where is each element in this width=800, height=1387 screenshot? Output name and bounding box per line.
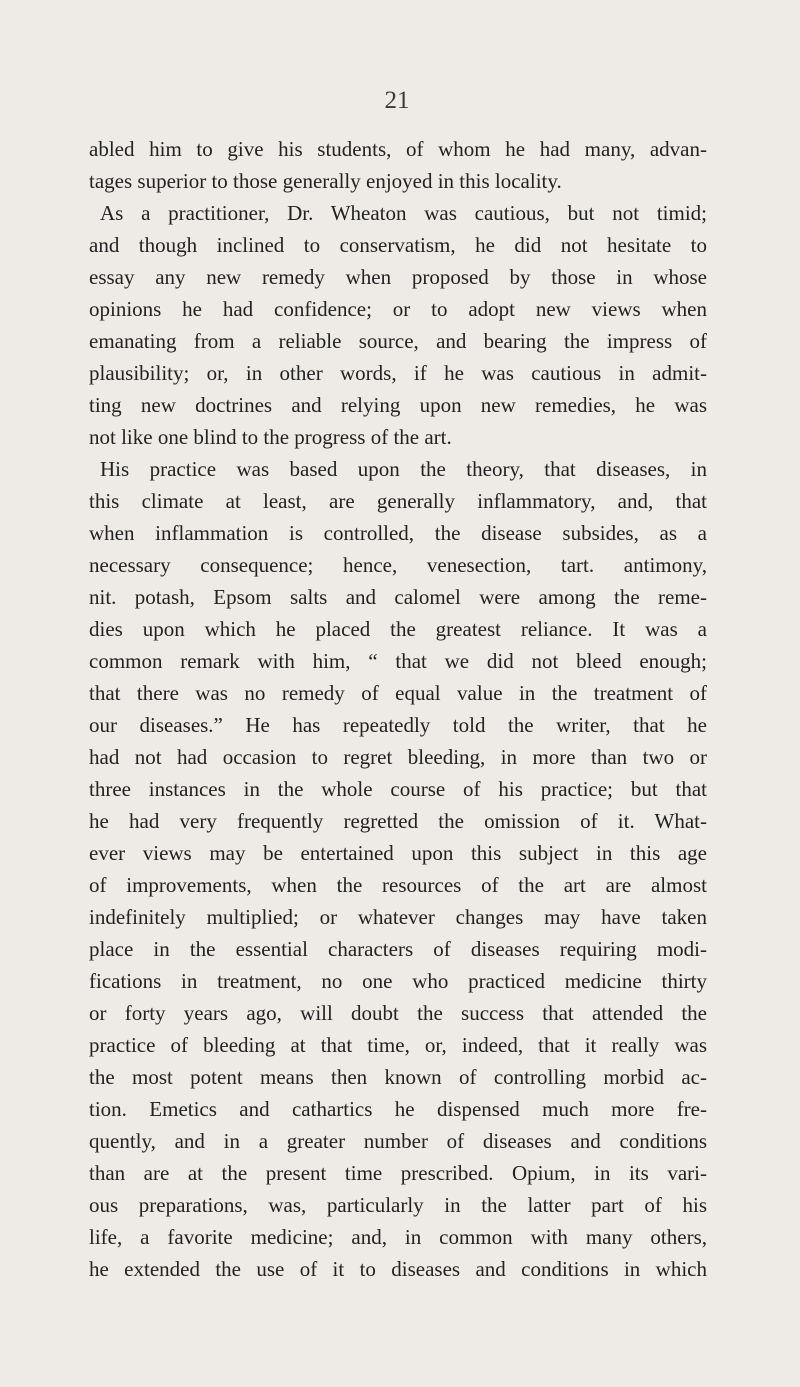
- text-line: he had very frequently regretted the omission of it. What-: [89, 809, 707, 833]
- text-line: or forty years ago, will doubt the success that attended the: [89, 1001, 707, 1025]
- text-line: not like one blind to the progress of the art.: [89, 425, 452, 449]
- text-line: His practice was based upon the theory, that diseases, in: [100, 457, 707, 481]
- text-line: indefinitely multiplied; or whatever changes may have taken: [89, 905, 707, 929]
- text-line: our diseases.” He has repeatedly told the writer, that he: [89, 713, 707, 737]
- text-line: had not had occasion to regret bleeding, in more than two or: [89, 745, 707, 769]
- text-line: than are at the present time prescribed. Opium, in its vari-: [89, 1161, 707, 1185]
- text-line: As a practitioner, Dr. Wheaton was cautious, but not timid;: [100, 201, 707, 225]
- text-line: of improvements, when the resources of the art are almost: [89, 873, 707, 897]
- text-line: three instances in the whole course of his practice; but that: [89, 777, 707, 801]
- text-line: ous preparations, was, particularly in the latter part of his: [89, 1193, 707, 1217]
- text-line: common remark with him, “ that we did not bleed enough;: [89, 649, 707, 673]
- text-line: he extended the use of it to diseases and conditions in which: [89, 1257, 707, 1281]
- text-line: nit. potash, Epsom salts and calomel were among the reme-: [89, 585, 707, 609]
- text-line: fications in treatment, no one who practiced medicine thirty: [89, 969, 707, 993]
- text-line: ting new doctrines and relying upon new remedies, he was: [89, 393, 707, 417]
- text-line: this climate at least, are generally inflammatory, and, that: [89, 489, 707, 513]
- text-line: when inflammation is controlled, the disease subsides, as a: [89, 521, 707, 545]
- text-line: quently, and in a greater number of diseases and conditions: [89, 1129, 707, 1153]
- page-number: 21: [384, 87, 410, 114]
- text-line: opinions he had confidence; or to adopt new views when: [89, 297, 707, 321]
- text-line: and though inclined to conservatism, he did not hesitate to: [89, 233, 707, 257]
- text-line: essay any new remedy when proposed by those in whose: [89, 265, 707, 289]
- text-line: that there was no remedy of equal value in the treatment of: [89, 681, 707, 705]
- text-line: practice of bleeding at that time, or, indeed, that it really was: [89, 1033, 707, 1057]
- text-line: tion. Emetics and cathartics he dispensed much more fre-: [89, 1097, 707, 1121]
- text-line: plausibility; or, in other words, if he was cautious in admit-: [89, 361, 707, 385]
- body-text: [89, 133, 707, 1285]
- text-line: ever views may be entertained upon this subject in this age: [89, 841, 707, 865]
- text-line: abled him to give his students, of whom he had many, advan-: [89, 137, 707, 161]
- text-line: necessary consequence; hence, venesection, tart. antimony,: [89, 553, 707, 577]
- text-line: tages superior to those generally enjoyed in this locality.: [89, 169, 562, 193]
- text-line: dies upon which he placed the greatest reliance. It was a: [89, 617, 707, 641]
- text-line: place in the essential characters of diseases requiring modi-: [89, 937, 707, 961]
- text-line: the most potent means then known of controlling morbid ac-: [89, 1065, 707, 1089]
- text-line: emanating from a reliable source, and bearing the impress of: [89, 329, 707, 353]
- text-line: life, a favorite medicine; and, in common with many others,: [89, 1225, 707, 1249]
